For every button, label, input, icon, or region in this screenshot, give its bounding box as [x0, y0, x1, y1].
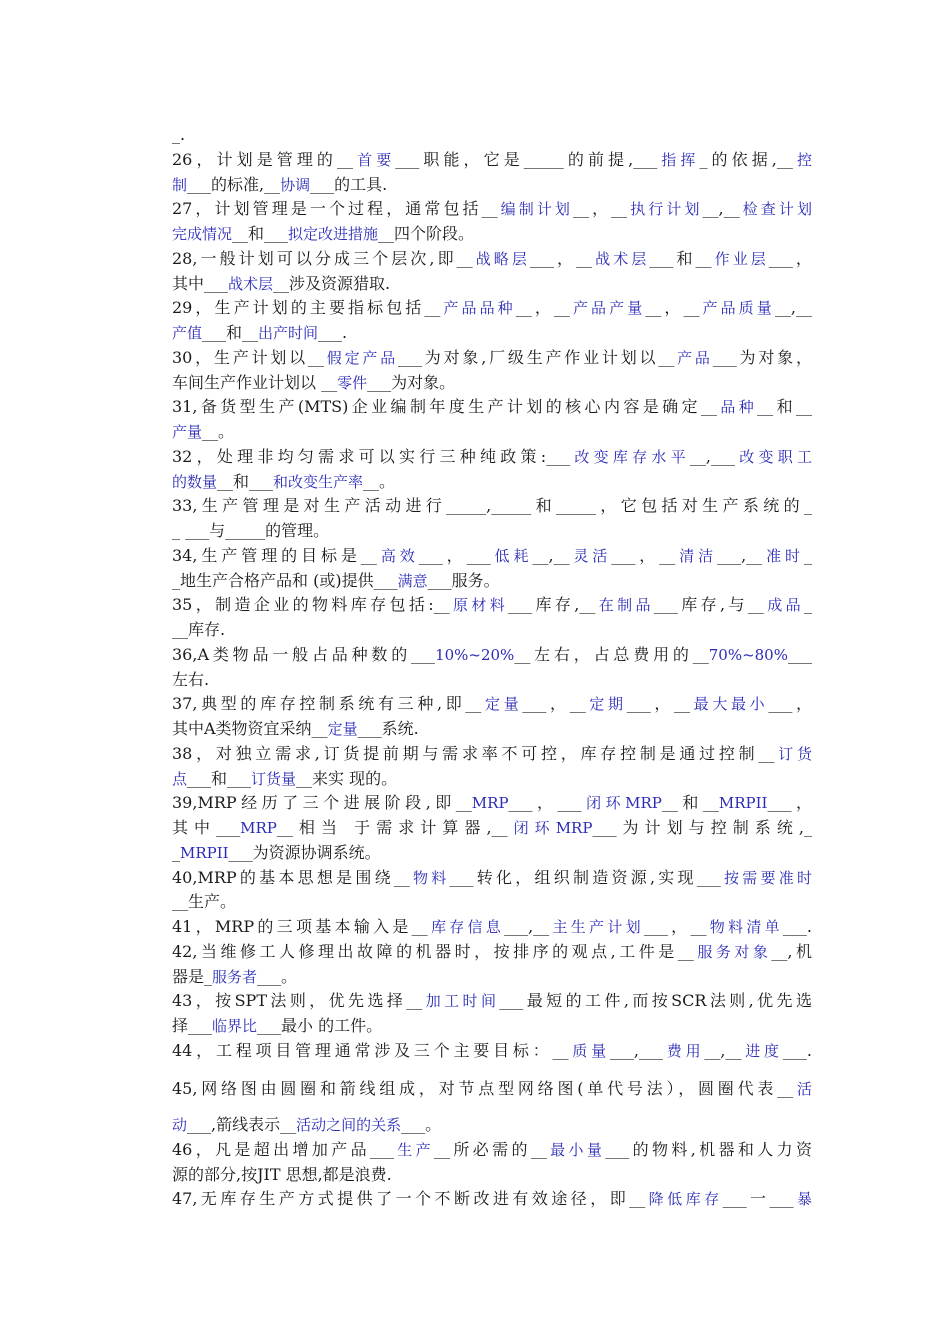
answer-text: 在制品 [595, 596, 654, 615]
text-line [172, 965, 812, 990]
answer-text: 质量 [568, 1041, 610, 1060]
answer-text: 物料 [409, 868, 450, 887]
text-line [172, 494, 812, 519]
question-text: ___ [787, 644, 812, 664]
answer-text: 定期 [585, 695, 627, 714]
question-text: ___系统. [357, 719, 419, 738]
question-text: __,机 [771, 941, 812, 961]
question-text: __库存. [172, 620, 226, 639]
answer-text: 执行计划 [627, 200, 703, 219]
question-text: ___一___ [722, 1189, 794, 1209]
question-text: __，__ [515, 298, 570, 318]
question-text: 38，对独立需求,订货提前期与需求率不可控，库存控制是通过控制__ [172, 743, 775, 763]
document-body [172, 123, 812, 1212]
question-text: ___， [768, 694, 812, 714]
question-text: __和__ [757, 397, 812, 417]
question-text: __和__ [661, 793, 719, 813]
question-text: _ [804, 545, 812, 565]
question-text: ___库存,与__ [653, 595, 764, 615]
answer-text: 临界比 [212, 1017, 258, 1035]
answer-text: 战术层 [228, 274, 274, 293]
question-text: 47,无库存生产方式提供了一个不断改进有效途径，即__ [172, 1189, 646, 1209]
text-line [172, 247, 812, 272]
text-line [172, 816, 812, 841]
question-text: _ [172, 842, 180, 862]
answer-text: 产量 [172, 423, 203, 441]
question-text: ___的标准,__ [187, 174, 281, 194]
question-text: __,__ [774, 298, 812, 318]
answer-text: 服务者 [212, 967, 258, 986]
answer-text: 改变库存水平 [570, 447, 690, 466]
question-text: _的依据,__ [699, 149, 793, 169]
question-text: 37,典型的库存控制系统有三种,即__ [172, 694, 482, 714]
answer-text: 低耗 [490, 546, 533, 565]
question-text: ___，___ [418, 545, 491, 565]
question-text: ___，__ [529, 248, 593, 268]
text-line [172, 841, 812, 866]
question-text: __相当 于需求计算器,__ [276, 818, 508, 837]
question-text: 左右. [172, 669, 210, 689]
answer-text: 产值 [172, 324, 203, 342]
answer-text: 改变职工 [734, 447, 812, 466]
answer-text: 服务对象 [693, 942, 772, 961]
question-text: __，__ [645, 298, 700, 318]
answer-text: 闭环MRP [507, 819, 593, 837]
answer-text: 点 [172, 769, 188, 788]
answer-text: 库存信息 [427, 918, 505, 936]
text-line [172, 197, 812, 222]
question-text: 32，处理非均匀需求可以实行三种纯政策:___ [172, 446, 571, 466]
question-text: ___， [768, 248, 812, 268]
text-line [172, 940, 812, 965]
question-text: 器是_ [172, 966, 213, 986]
question-text: __,__ [704, 1040, 742, 1060]
question-text: ___服务。 [427, 570, 500, 590]
answer-text: 活 [793, 1079, 812, 1098]
answer-text: 定量 [327, 720, 358, 738]
question-text: ___和__ [202, 323, 259, 342]
question-text: __，__ [573, 199, 628, 219]
answer-text: 作业层 [711, 249, 769, 268]
answer-text: 出产时间 [258, 324, 319, 342]
answer-text: 首要 [353, 150, 396, 169]
question-text: ___. [782, 917, 812, 936]
question-text: 其中___ [172, 273, 229, 293]
answer-text: 战略层 [472, 249, 530, 268]
answer-text: 灵活 [569, 546, 612, 565]
text-line [172, 420, 812, 445]
answer-text: 降低库存 [645, 1190, 723, 1209]
question-text: 39,MRP经历了三个进展阶段,即__ [172, 793, 472, 813]
answer-text: 战术层 [592, 249, 650, 268]
text-line [172, 767, 812, 792]
answer-text: 订货 [774, 744, 812, 763]
question-text: __四个阶段。 [378, 224, 475, 243]
answer-text: 定量 [481, 695, 523, 714]
question-text: _ [804, 595, 812, 615]
text-line [172, 272, 812, 297]
question-text: 择___ [172, 1016, 213, 1035]
answer-text: 按需要准时 [720, 868, 812, 887]
answer-text: 和改变生产率 [273, 472, 364, 491]
question-text: 车间生产作业计划以 __ [172, 372, 338, 392]
text-line [172, 1014, 812, 1039]
question-text: 30，生产计划以__ [172, 347, 324, 367]
question-text: ___最短的工件,而按SCR法则,优先选 [499, 991, 812, 1011]
question-text: ___，__ [611, 545, 676, 565]
answer-text: 物料清单 [706, 918, 783, 936]
text-line [172, 668, 812, 693]
question-text: __左右，占总费用的__ [514, 644, 709, 664]
question-text: 42,当维修工人修理出故障的机器时，按排序的观点,工件是__ [172, 941, 694, 961]
question-text: ___库存,__ [508, 595, 596, 615]
question-text: __,___ [689, 446, 735, 466]
question-text: 26，计划是管理的__ [172, 149, 354, 169]
question-text: ___,__ [717, 545, 763, 565]
answer-text: 10%~20% [435, 645, 515, 664]
question-text: ___,___ [609, 1040, 663, 1060]
text-line [172, 618, 812, 643]
answer-text: 主生产计划 [549, 918, 644, 936]
text-line [172, 643, 812, 668]
answer-text: 最小量 [546, 1140, 606, 1159]
answer-text: MRP [471, 794, 509, 813]
answer-text: 生产 [393, 1140, 435, 1159]
question-text: ___为对象， [712, 347, 812, 367]
question-text: 35，制造企业的物料库存包括:__ [172, 595, 450, 615]
question-text: ___为对象。 [367, 372, 456, 392]
question-text: 46，凡是超出增加产品___ [172, 1139, 394, 1159]
answer-text: 产品 [674, 348, 713, 367]
question-text: _ ___与_____的管理。 [172, 521, 330, 540]
question-text: ___的物料,机器和人力资 [605, 1139, 812, 1159]
text-line [172, 1163, 812, 1188]
answer-text: 加工时间 [422, 992, 500, 1011]
question-text: ___. [782, 1040, 812, 1060]
question-text: ___，__ [643, 917, 707, 936]
question-text: 其中___ [172, 818, 241, 837]
answer-text: 检查计划 [739, 200, 812, 219]
text-line [172, 1039, 812, 1064]
text-line [172, 519, 812, 544]
question-text: ___和___ [187, 768, 252, 788]
answer-text: 活动之间的关系 [296, 1116, 402, 1134]
question-text: 28,一般计划可以分成三个层次,即__ [172, 248, 473, 268]
answer-text: 编制计划 [497, 200, 573, 219]
question-text: ___,__ [504, 917, 550, 936]
answer-text: 闭环MRP [581, 794, 662, 813]
question-text: ___为资源协调系统。 [228, 842, 381, 862]
text-line [172, 915, 812, 940]
question-text: ___,箭线表示__ [187, 1115, 297, 1134]
question-text: 源的部分,按JIT 思想,都是浪费. [172, 1164, 392, 1184]
question-text: 27，计划管理是一个过程，通常包括__ [172, 199, 498, 219]
answer-text: 订货量 [251, 769, 297, 788]
question-text: 41，MRP的三项基本输入是__ [172, 917, 428, 936]
question-text: ___为对象,厂级生产作业计划以__ [398, 347, 675, 367]
answer-text: 指挥 [657, 150, 700, 169]
question-text: __,__ [702, 199, 740, 219]
answer-text: 产品产量 [569, 299, 646, 318]
question-text: ___。 [401, 1115, 442, 1134]
question-text: 44，工程项目管理通常涉及三个主要目标：__ [172, 1040, 569, 1060]
text-line [172, 890, 812, 915]
answer-text: 产品质量 [699, 299, 775, 318]
text-line [172, 1187, 812, 1212]
answer-text: 的数量 [172, 472, 218, 491]
question-text: __,__ [532, 545, 570, 565]
answer-text: 品种 [716, 398, 758, 417]
question-text: 45,网络图由圆圈和箭线组成，对节点型网络图(单代号法），圆圈代表__ [172, 1078, 794, 1098]
answer-text: 70%~80% [708, 645, 788, 664]
answer-text: 假定产品 [323, 348, 398, 367]
question-text: ___为计划与控制系统,_ [592, 818, 812, 837]
answer-text: 暴 [793, 1190, 812, 1209]
question-text: ___的工具. [310, 174, 388, 194]
text-line [172, 1064, 812, 1114]
question-text: __和___ [232, 224, 289, 243]
question-text: __涉及资源猎取. [273, 273, 391, 293]
question-text: ___，__ [626, 694, 691, 714]
text-line [172, 742, 812, 767]
answer-text: 满意 [397, 571, 428, 590]
text-line [172, 470, 812, 495]
text-line [172, 371, 812, 396]
text-line [172, 173, 812, 198]
question-text: __。 [363, 471, 396, 491]
text-line [172, 1138, 812, 1163]
answer-text: 高效 [376, 546, 419, 565]
text-line [172, 296, 812, 321]
answer-text: MRP [240, 819, 277, 837]
answer-text: 产品品种 [440, 299, 516, 318]
text-line [172, 1113, 812, 1138]
question-text: _. [172, 125, 186, 144]
question-text: 36,A类物品一般占品种数的___ [172, 644, 436, 664]
answer-text: 准时 [762, 546, 804, 565]
text-line [172, 395, 812, 420]
text-line [172, 593, 812, 618]
question-text: 43，按SPT法则，优先选择__ [172, 991, 423, 1011]
text-line [172, 692, 812, 717]
question-text: __来实 现的。 [296, 768, 398, 788]
answer-text: MRPII [718, 794, 768, 813]
question-text: ___最小 的工件。 [257, 1016, 383, 1035]
question-text: __。 [202, 422, 235, 441]
question-text: 31,备货型生产(MTS)企业编制年度生产计划的核心内容是确定__ [172, 397, 717, 417]
answer-text: 零件 [337, 373, 368, 392]
answer-text: 协调 [280, 175, 311, 194]
question-text: 33,生产管理是对生产活动进行_____,_____和_____，它包括对生产系统的_ [172, 496, 812, 516]
text-line [172, 445, 812, 470]
answer-text: 制 [172, 175, 188, 194]
answer-text: 拟定改进措施 [288, 225, 379, 243]
answer-text: 控 [792, 150, 812, 169]
text-line [172, 148, 812, 173]
question-text: ___，___ [508, 793, 582, 813]
question-text: __所必需的__ [434, 1139, 547, 1159]
text-line [172, 989, 812, 1014]
question-text: ___和__ [649, 248, 712, 268]
text-line [172, 123, 812, 148]
question-text: __生产。 [172, 892, 237, 912]
question-text: ___， [767, 793, 812, 813]
text-line [172, 222, 812, 247]
question-text: 29，生产计划的主要指标包括__ [172, 298, 441, 318]
question-text: ___. [318, 323, 348, 342]
text-line [172, 717, 812, 742]
text-line [172, 791, 812, 816]
answer-text: 原材料 [449, 596, 509, 615]
question-text: ___，__ [522, 694, 586, 714]
question-text: 34,生产管理的目标是__ [172, 545, 377, 565]
question-text: 其中A类物资宜采纳__ [172, 719, 328, 738]
question-text: _地生产合格产品和 (或)提供___ [172, 570, 398, 590]
text-line [172, 866, 812, 891]
answer-text: 费用 [662, 1041, 705, 1060]
answer-text: MRPII [180, 843, 229, 862]
answer-text: 最大最小 [690, 695, 769, 714]
question-text: __和___ [217, 471, 274, 491]
question-text: ___。 [257, 966, 298, 986]
text-line [172, 569, 812, 594]
text-line [172, 346, 812, 371]
text-line [172, 544, 812, 569]
answer-text: 清洁 [675, 546, 718, 565]
answer-text: 成品 [763, 596, 804, 615]
question-text: ___转化，组织制造资源,实现___ [449, 867, 721, 887]
question-text: ___职能，它是_____的前提,___ [395, 149, 658, 169]
text-line [172, 321, 812, 346]
answer-text: 完成情况 [172, 225, 233, 243]
question-text: 40,MRP的基本思想是围绕__ [172, 867, 410, 887]
answer-text: 进度 [741, 1041, 783, 1060]
answer-text: 动 [172, 1116, 188, 1134]
